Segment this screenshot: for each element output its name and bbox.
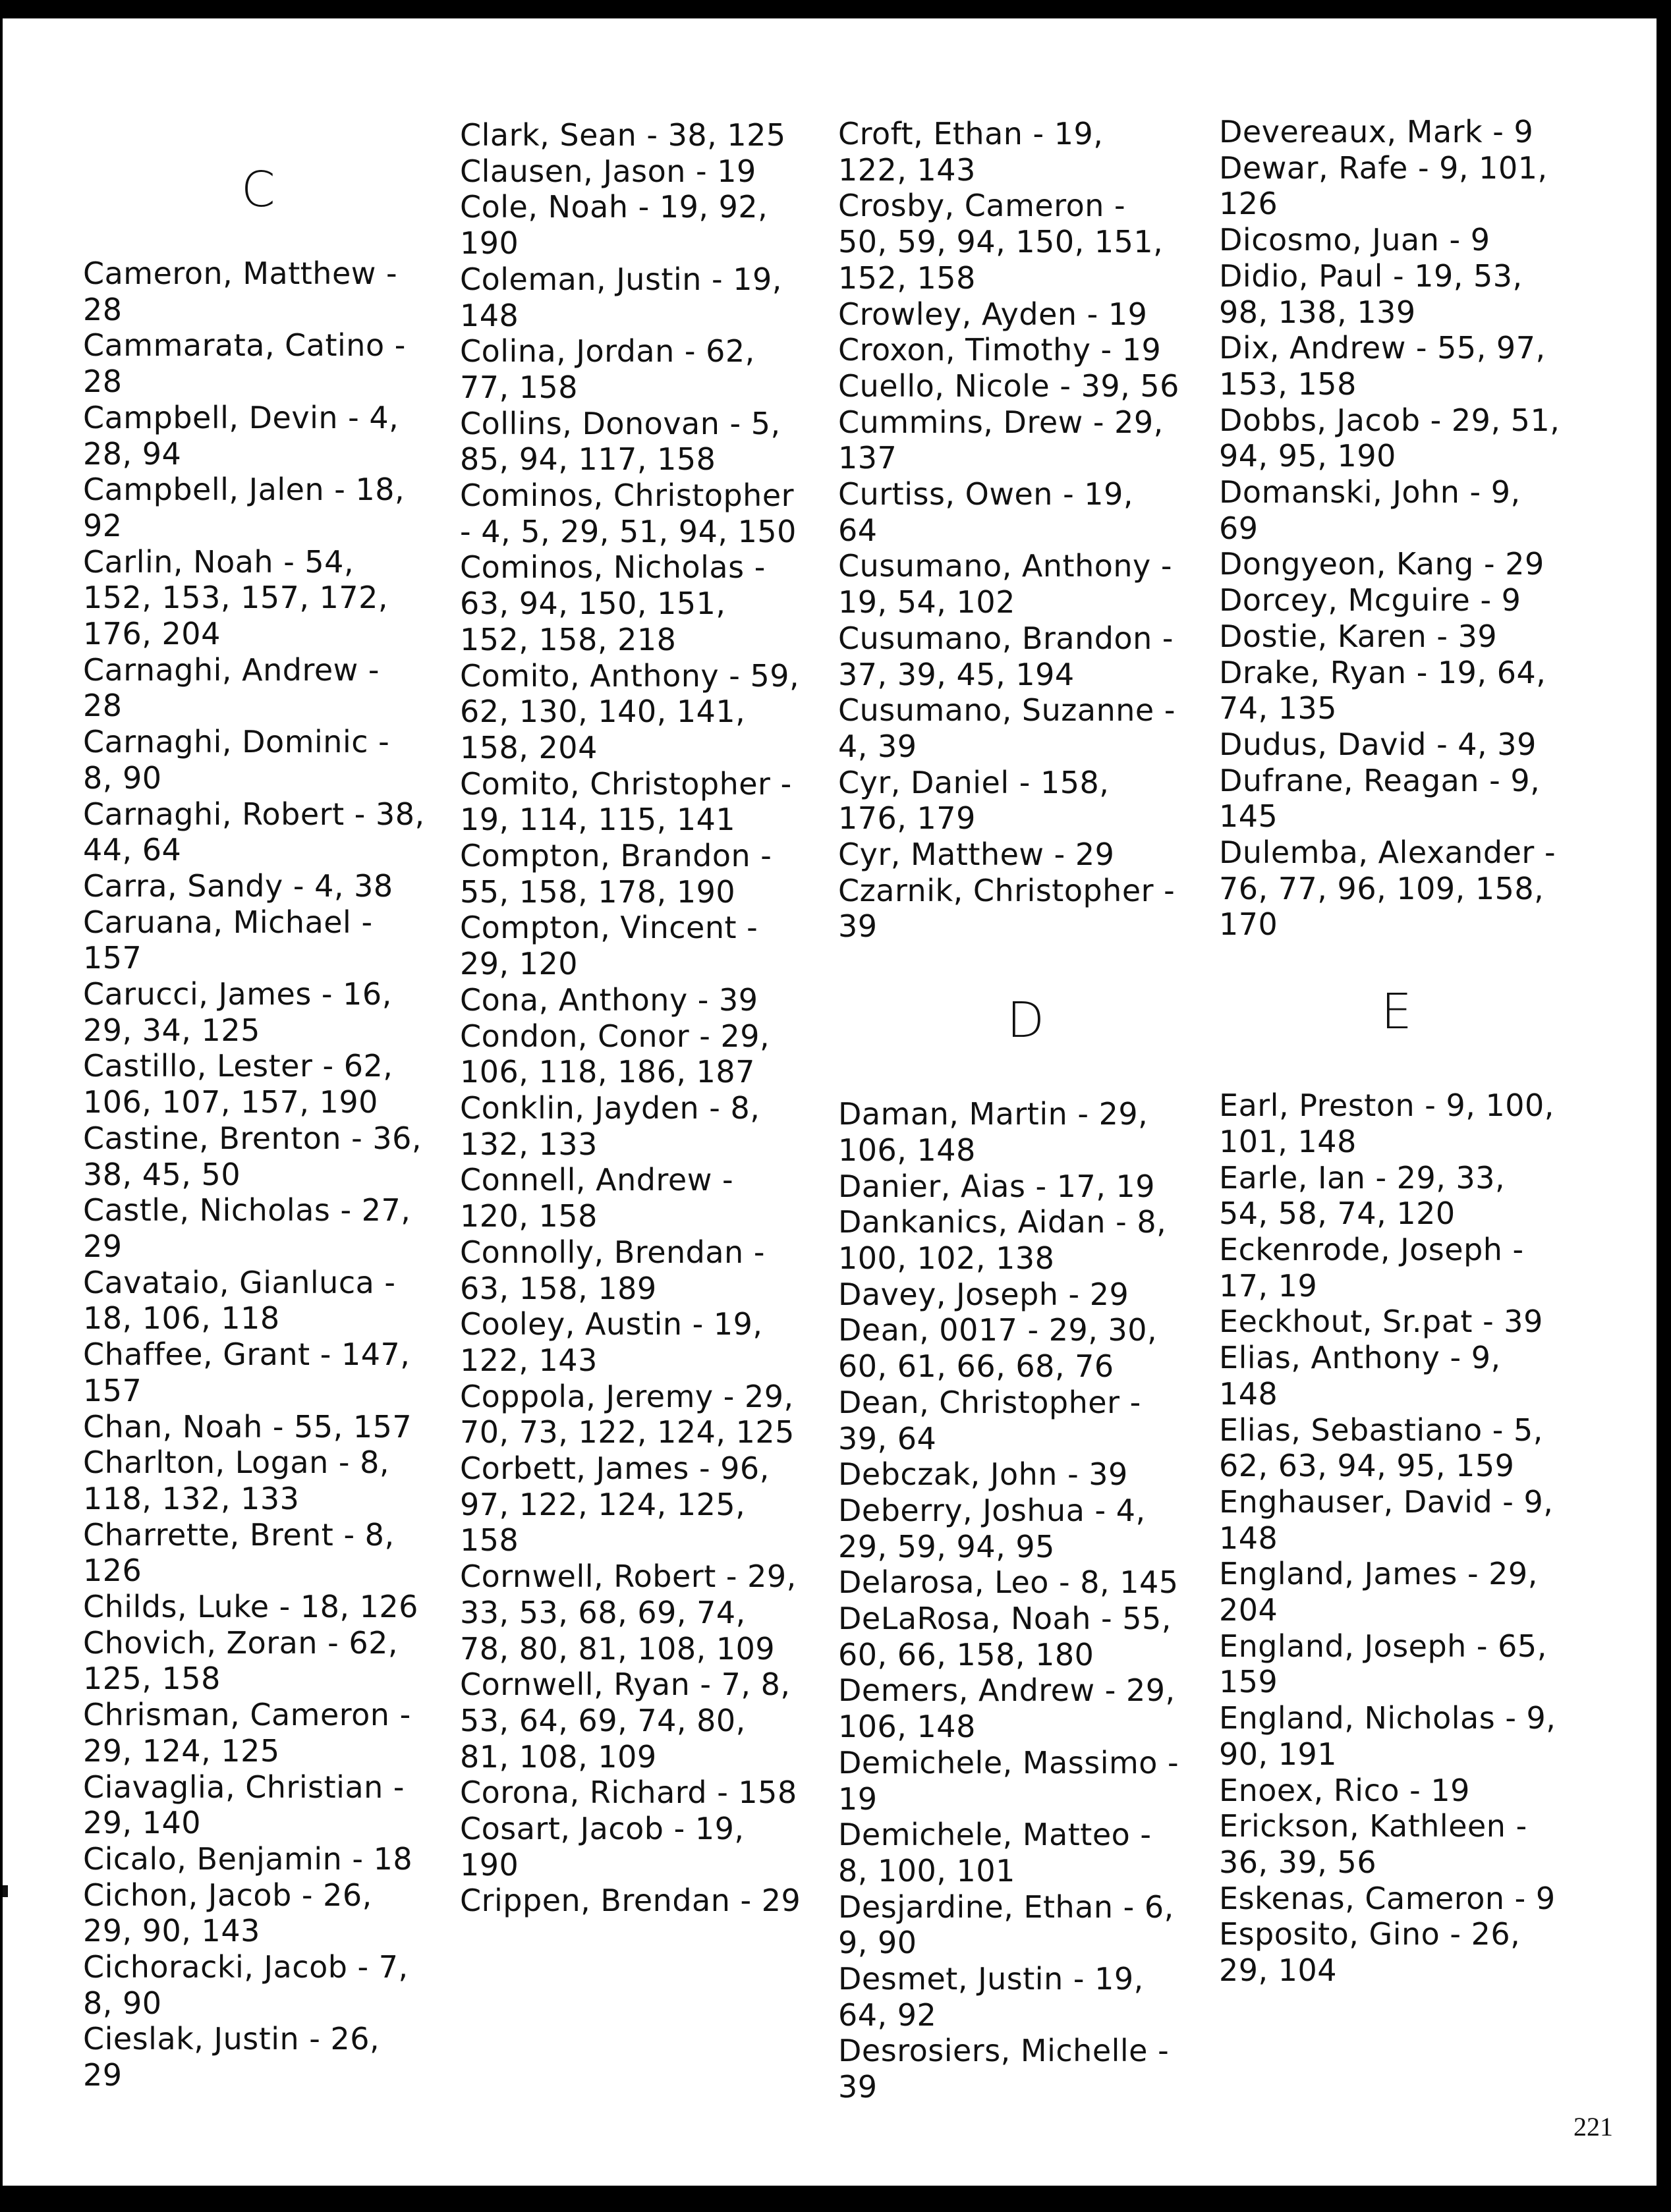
- section-letter-e: E: [1381, 983, 1412, 1041]
- index-entry: Cosart, Jacob - 19, 190: [460, 1811, 745, 1883]
- index-entry: Dostie, Karen - 39: [1219, 618, 1498, 654]
- index-entry: England, James - 29, 204: [1219, 1556, 1538, 1628]
- index-entry: Coleman, Justin - 19, 148: [460, 261, 782, 333]
- index-entry: Demichele, Massimo - 19: [838, 1744, 1179, 1817]
- index-entry: Chrisman, Cameron - 29, 124, 125: [83, 1697, 411, 1769]
- index-entry: Dudus, David - 4, 39: [1219, 726, 1537, 762]
- index-page: [3, 18, 1657, 2186]
- section-letter-d: D: [1007, 992, 1044, 1049]
- index-entry: Cichoracki, Jacob - 7, 8, 90: [83, 1949, 409, 2021]
- index-entry: Dean, 0017 - 29, 30, 60, 61, 66, 68, 76: [838, 1312, 1158, 1385]
- index-entry: Campbell, Jalen - 18, 92: [83, 472, 405, 543]
- index-entry: Deberry, Joshua - 4, 29, 59, 94, 95: [838, 1492, 1146, 1564]
- index-entry: Drake, Ryan - 19, 64, 74, 135: [1219, 654, 1546, 727]
- index-column-2: [460, 117, 803, 1919]
- index-entry: Devereaux, Mark - 9: [1219, 114, 1534, 150]
- index-entry: Castine, Brenton - 36, 38, 45, 50: [83, 1120, 422, 1192]
- index-entry: Cusumano, Suzanne - 4, 39: [838, 692, 1175, 764]
- index-entry: Chan, Noah - 55, 157: [83, 1408, 412, 1445]
- index-entry: Desmet, Justin - 19, 64, 92: [838, 1961, 1144, 2033]
- index-entry: Davey, Joseph - 29: [838, 1276, 1129, 1312]
- index-entry: Earl, Preston - 9, 100, 101, 148: [1219, 1088, 1554, 1159]
- index-entry: Crippen, Brendan - 29: [460, 1883, 801, 1919]
- index-entry: England, Nicholas - 9, 90, 191: [1219, 1700, 1556, 1772]
- index-entry: Dorcey, Mcguire - 9: [1219, 582, 1521, 619]
- index-entry: Debczak, John - 39: [838, 1456, 1128, 1493]
- section-letter-c: C: [241, 161, 275, 218]
- index-entry: Corbett, James - 96, 97, 122, 124, 125, 158: [460, 1451, 770, 1559]
- index-entry: Clark, Sean - 38, 125: [460, 117, 786, 153]
- index-entry: Eskenas, Cameron - 9: [1219, 1880, 1556, 1916]
- index-entry: Eckenrode, Joseph - 17, 19: [1219, 1231, 1524, 1304]
- index-entry: Ciavaglia, Christian - 29, 140: [83, 1769, 405, 1841]
- index-entry: Coppola, Jeremy - 29, 70, 73, 122, 124, 125: [460, 1378, 795, 1451]
- index-entry: Childs, Luke - 18, 126: [83, 1589, 418, 1625]
- index-entry: Castillo, Lester - 62, 106, 107, 157, 190: [83, 1048, 393, 1120]
- index-entry: Cuello, Nicole - 39, 56: [838, 368, 1179, 404]
- index-entry: Charlton, Logan - 8, 118, 132, 133: [83, 1445, 389, 1516]
- index-column-3: [838, 116, 1181, 2105]
- index-entry: Carra, Sandy - 4, 38: [83, 868, 393, 904]
- index-entry: Cusumano, Brandon - 37, 39, 45, 194: [838, 620, 1174, 692]
- index-entry: Comito, Anthony - 59, 62, 130, 140, 141, 158, 204: [460, 657, 800, 765]
- index-entry: Carucci, James - 16, 29, 34, 125: [83, 976, 392, 1048]
- index-entry: Conklin, Jayden - 8, 132, 133: [460, 1090, 760, 1162]
- index-entry: Dicosmo, Juan - 9: [1219, 222, 1490, 258]
- index-entry: Dulemba, Alexander - 76, 77, 96, 109, 158, 170: [1219, 835, 1556, 943]
- index-entry: Cominos, Christopher - 4, 5, 29, 51, 94, 150: [460, 478, 797, 549]
- index-entry: Cichon, Jacob - 26, 29, 90, 143: [83, 1877, 372, 1949]
- index-entry: Enoex, Rico - 19: [1219, 1772, 1470, 1808]
- index-entry: Comito, Christopher - 19, 114, 115, 141: [460, 765, 792, 838]
- index-entry: Charrette, Brent - 8, 126: [83, 1516, 395, 1589]
- index-entry: Cyr, Matthew - 29: [838, 837, 1115, 873]
- index-entry: Crosby, Cameron - 50, 59, 94, 150, 151, 152, 158: [838, 188, 1164, 296]
- index-entry: Dobbs, Jacob - 29, 51, 94, 95, 190: [1219, 402, 1560, 474]
- index-entry: Eeckhout, Sr.pat - 39: [1219, 1304, 1543, 1340]
- index-entry: Dufrane, Reagan - 9, 145: [1219, 762, 1541, 835]
- index-entry: Carnaghi, Robert - 38, 44, 64: [83, 796, 425, 868]
- index-entry: Cooley, Austin - 19, 122, 143: [460, 1306, 763, 1378]
- index-entry: Castle, Nicholas - 27, 29: [83, 1192, 411, 1264]
- index-entry: Esposito, Gino - 26, 29, 104: [1219, 1916, 1521, 1989]
- index-entry: Collins, Donovan - 5, 85, 94, 117, 158: [460, 405, 781, 478]
- index-entry: Cammarata, Catino - 28: [83, 327, 406, 400]
- index-entry: Danier, Aias - 17, 19: [838, 1168, 1156, 1204]
- index-entry: Colina, Jordan - 62, 77, 158: [460, 333, 755, 405]
- index-entry: Elias, Sebastiano - 5, 62, 63, 94, 95, 159: [1219, 1412, 1543, 1484]
- index-entry: Chaffee, Grant - 147, 157: [83, 1337, 411, 1408]
- index-entry: Cole, Noah - 19, 92, 190: [460, 189, 768, 262]
- index-entry: DeLaRosa, Noah - 55, 60, 66, 158, 180: [838, 1601, 1172, 1673]
- index-entry: Dankanics, Aidan - 8, 100, 102, 138: [838, 1204, 1167, 1276]
- index-entry: Dewar, Rafe - 9, 101, 126: [1219, 150, 1548, 222]
- index-entry: Cona, Anthony - 39: [460, 982, 758, 1018]
- index-entry: Demers, Andrew - 29, 106, 148: [838, 1673, 1175, 1745]
- index-entry: Cieslak, Justin - 26, 29: [83, 2021, 380, 2093]
- index-entry: Erickson, Kathleen - 36, 39, 56: [1219, 1808, 1527, 1880]
- index-entry: Cornwell, Robert - 29, 33, 53, 68, 69, 74, 78, 80, 81, 108, 109: [460, 1559, 797, 1667]
- index-entry: Chovich, Zoran - 62, 125, 158: [83, 1624, 399, 1697]
- index-entry: Dongyeon, Kang - 29: [1219, 546, 1544, 582]
- index-entry: Crowley, Ayden - 19: [838, 296, 1148, 332]
- index-entry: Cavataio, Gianluca - 18, 106, 118: [83, 1264, 396, 1337]
- index-entry: Carnaghi, Dominic - 8, 90: [83, 724, 390, 796]
- index-entry: Dean, Christopher - 39, 64: [838, 1384, 1141, 1456]
- index-entry: Earle, Ian - 29, 33, 54, 58, 74, 120: [1219, 1159, 1506, 1232]
- index-entry: Carlin, Noah - 54, 152, 153, 157, 172, 176, 204: [83, 543, 389, 652]
- index-entry: Corona, Richard - 158: [460, 1775, 797, 1811]
- index-entry: Czarnik, Christopher - 39: [838, 872, 1175, 945]
- index-entry: Connell, Andrew - 120, 158: [460, 1162, 734, 1234]
- index-entry: Cyr, Daniel - 158, 176, 179: [838, 764, 1110, 837]
- index-column-1: [83, 91, 426, 2093]
- index-entry: Cornwell, Ryan - 7, 8, 53, 64, 69, 74, 80, 81, 108, 109: [460, 1667, 791, 1775]
- index-entry: Clausen, Jason - 19: [460, 153, 756, 189]
- index-entry: Condon, Conor - 29, 106, 118, 186, 187: [460, 1018, 770, 1090]
- index-entry: Desrosiers, Michelle - 39: [838, 2033, 1170, 2105]
- index-entry: Cusumano, Anthony - 19, 54, 102: [838, 548, 1172, 621]
- index-entry: Cummins, Drew - 29, 137: [838, 404, 1164, 476]
- index-column-4: [1219, 114, 1562, 1989]
- index-entry: Cameron, Matthew - 28: [83, 256, 398, 327]
- index-entry: Croft, Ethan - 19, 122, 143: [838, 116, 1104, 188]
- index-entry: Curtiss, Owen - 19, 64: [838, 476, 1133, 548]
- index-entry: Compton, Brandon - 55, 158, 178, 190: [460, 838, 772, 910]
- index-entry: Campbell, Devin - 4, 28, 94: [83, 399, 399, 472]
- page-number: 221: [1573, 2112, 1613, 2142]
- index-entry: England, Joseph - 65, 159: [1219, 1628, 1547, 1700]
- index-entry: Caruana, Michael - 157: [83, 904, 373, 976]
- index-entry: Domanski, John - 9, 69: [1219, 474, 1521, 546]
- index-entry: Demichele, Matteo - 8, 100, 101: [838, 1817, 1152, 1889]
- index-entry: Croxon, Timothy - 19: [838, 332, 1162, 368]
- index-entry: Desjardine, Ethan - 6, 9, 90: [838, 1889, 1174, 1961]
- index-entry: Enghauser, David - 9, 148: [1219, 1483, 1554, 1556]
- index-entry: Daman, Martin - 29, 106, 148: [838, 1096, 1148, 1168]
- scan-edge-mark: [3, 1885, 8, 1897]
- index-entry: Cicalo, Benjamin - 18: [83, 1840, 413, 1877]
- index-entry: Connolly, Brendan - 63, 158, 189: [460, 1234, 765, 1306]
- index-entry: Didio, Paul - 19, 53, 98, 138, 139: [1219, 258, 1523, 330]
- index-entry: Dix, Andrew - 55, 97, 153, 158: [1219, 330, 1546, 402]
- index-entry: Delarosa, Leo - 8, 145: [838, 1564, 1179, 1601]
- index-entry: Compton, Vincent - 29, 120: [460, 910, 758, 982]
- index-entry: Elias, Anthony - 9, 148: [1219, 1340, 1501, 1412]
- index-entry: Carnaghi, Andrew - 28: [83, 651, 380, 724]
- index-entry: Cominos, Nicholas - 63, 94, 150, 151, 152, 158, 218: [460, 549, 766, 657]
